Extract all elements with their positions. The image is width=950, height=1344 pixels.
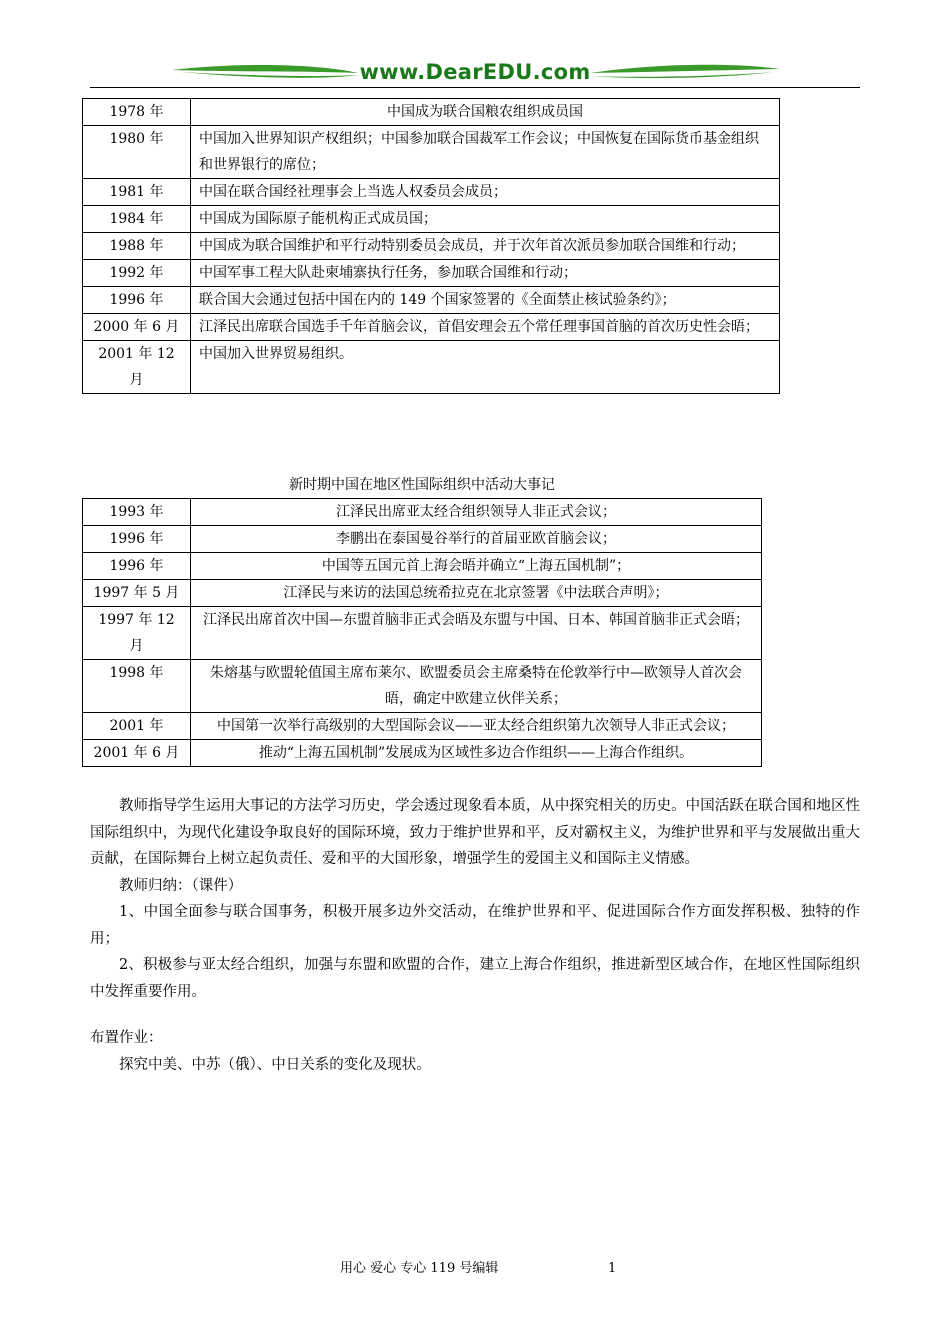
table-row <box>83 499 762 526</box>
year-cell: 1988 年 <box>83 233 191 260</box>
summary-point-2: 2、积极参与亚太经合组织，加强与东盟和欧盟的合作，建立上海合作组织，推进新型区域合作，在地区性国际组织中发挥重要作用。 <box>90 957 860 1000</box>
table-row <box>83 287 780 314</box>
table-row <box>83 179 780 206</box>
year-cell: 1981 年 <box>83 179 191 206</box>
table-row <box>83 553 762 580</box>
lesson-body <box>90 793 860 1078</box>
page-number: 1 <box>608 1261 617 1276</box>
table-row <box>83 260 780 287</box>
event-cell: 推动“上海五国机制”发展成为区域性多边合作组织——上海合作组织。 <box>191 740 762 767</box>
event-cell: 江泽民与来访的法国总统希拉克在北京签署《中法联合声明》； <box>191 580 762 607</box>
event-cell: 中国成为联合国维护和平行动特别委员会成员，并于次年首次派员参加联合国维和行动； <box>191 233 780 260</box>
table-row <box>83 99 780 126</box>
table-row <box>83 233 780 260</box>
year-cell: 1998 年 <box>83 660 191 713</box>
table-row <box>83 526 762 553</box>
table-row <box>83 341 780 394</box>
year-cell: 1997 年 12 月 <box>83 607 191 660</box>
table-row <box>83 713 762 740</box>
event-cell: 江泽民出席首次中国—东盟首脑非正式会晤及东盟与中国、日本、韩国首脑非正式会晤； <box>191 607 762 660</box>
event-cell: 江泽民出席亚太经合组织领导人非正式会议； <box>191 499 762 526</box>
year-cell: 1996 年 <box>83 553 191 580</box>
event-cell: 中国军事工程大队赴柬埔寨执行任务，参加联合国维和行动； <box>191 260 780 287</box>
table-row <box>83 607 762 660</box>
teacher-summary-heading: 教师归纳：（课件） <box>119 877 243 894</box>
year-cell: 2001 年 12 月 <box>83 341 191 394</box>
site-logo-text: www.DearEDU.com <box>359 60 591 84</box>
footer-text: 用心 爱心 专心 119 号编辑 <box>340 1261 499 1276</box>
year-cell: 1996 年 <box>83 287 191 314</box>
header-divider <box>90 87 860 88</box>
table-row <box>83 314 780 341</box>
teacher-guidance-paragraph: 教师指导学生运用大事记的方法学习历史，学会透过现象看本质，从中探究相关的历史。中国活跃在联合国和地区性国际组织中，为现代化建设争取良好的国际环境，致力于维护世界和平，反对霸权主义，为维护世界和平与发展做出重大贡献，在国际舞台上树立起负责任、爱和平的大国形象，增强学生的爱国主义和国际主义情感。 <box>90 798 860 867</box>
table2-caption: 新时期中国在地区性国际组织中活动大事记 <box>289 477 555 493</box>
table-row <box>83 126 780 179</box>
year-cell: 1996 年 <box>83 526 191 553</box>
homework-text: 探究中美、中苏（俄）、中日关系的变化及现状。 <box>119 1056 431 1073</box>
table-row <box>83 740 762 767</box>
event-cell: 中国第一次举行高级别的大型国际会议——亚太经合组织第九次领导人非正式会议； <box>191 713 762 740</box>
table-row <box>83 660 762 713</box>
year-cell: 1980 年 <box>83 126 191 179</box>
event-cell: 江泽民出席联合国选手千年首脑会议，首倡安理会五个常任理事国首脑的首次历史性会晤； <box>191 314 780 341</box>
event-cell: 中国成为联合国粮农组织成员国 <box>191 99 780 126</box>
event-cell: 联合国大会通过包括中国在内的 149 个国家签署的《全面禁止核试验条约》； <box>191 287 780 314</box>
event-cell: 中国加入世界知识产权组织；中国参加联合国裁军工作会议；中国恢复在国际货币基金组织和世界银行的席位； <box>191 126 780 179</box>
summary-point-1: 1、中国全面参与联合国事务，积极开展多边外交活动，在维护世界和平、促进国际合作方面发挥积极、独特的作用； <box>90 904 860 947</box>
year-cell: 1984 年 <box>83 206 191 233</box>
year-cell: 2000 年 6 月 <box>83 314 191 341</box>
page-header <box>90 58 860 90</box>
event-cell: 李鹏出在泰国曼谷举行的首届亚欧首脑会议； <box>191 526 762 553</box>
un-events-table <box>82 98 780 394</box>
regional-events-table <box>82 498 762 767</box>
table-row <box>83 580 762 607</box>
year-cell: 2001 年 <box>83 713 191 740</box>
event-cell: 中国等五国元首上海会晤并确立“上海五国机制”； <box>191 553 762 580</box>
event-cell: 中国加入世界贸易组织。 <box>191 341 780 394</box>
homework-heading: 布置作业： <box>90 1030 163 1046</box>
event-cell: 中国在联合国经社理事会上当选人权委员会成员； <box>191 179 780 206</box>
table-row <box>83 206 780 233</box>
year-cell: 1993 年 <box>83 499 191 526</box>
year-cell: 1978 年 <box>83 99 191 126</box>
year-cell: 1992 年 <box>83 260 191 287</box>
year-cell: 2001 年 6 月 <box>83 740 191 767</box>
event-cell: 朱熔基与欧盟轮值国主席布莱尔、欧盟委员会主席桑特在伦敦举行中—欧领导人首次会晤，确定中欧建立伙伴关系； <box>191 660 762 713</box>
year-cell: 1997 年 5 月 <box>83 580 191 607</box>
event-cell: 中国成为国际原子能机构正式成员国； <box>191 206 780 233</box>
